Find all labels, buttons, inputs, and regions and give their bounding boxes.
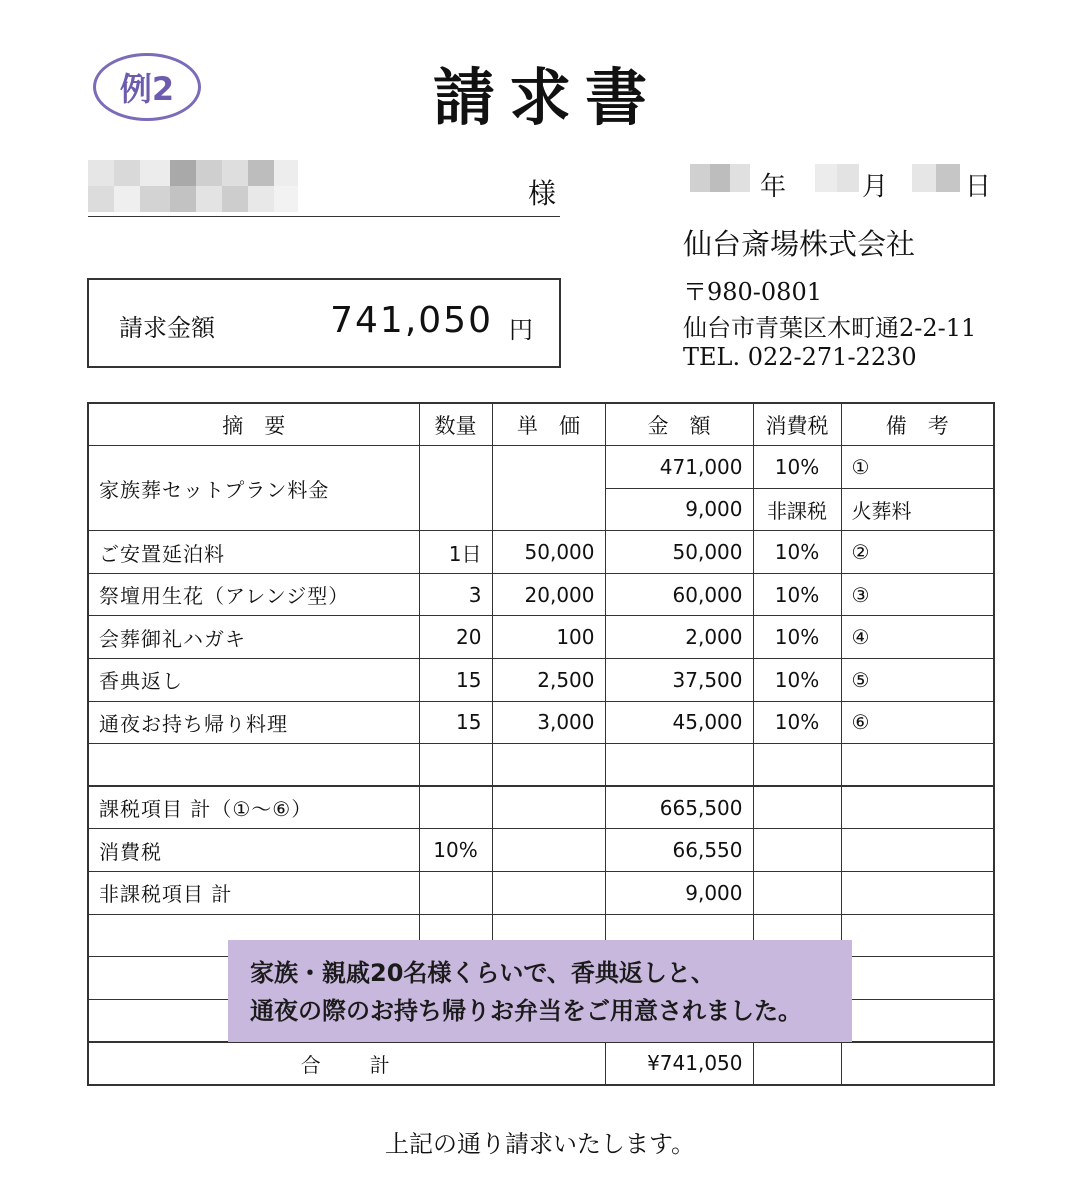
company-postal: 〒980-0801 (683, 278, 822, 306)
row-note: ⑤ (841, 659, 994, 702)
plan-unit-price (492, 446, 605, 531)
row-unit-price: 3,000 (492, 701, 605, 744)
row-amount: 37,500 (605, 659, 753, 702)
plan-note-2: 火葬料 (841, 488, 994, 531)
row-description: 香典返し (88, 659, 419, 702)
year-label: 年 (760, 172, 787, 202)
grand-total-label: 合 計 (88, 1042, 605, 1085)
empty-row (88, 744, 994, 787)
table-row (88, 659, 994, 702)
empty-cell (492, 744, 605, 787)
row-tax: 10% (753, 573, 841, 616)
empty-cell (841, 829, 994, 872)
table-row (88, 701, 994, 744)
document-title: 請求書 (432, 61, 661, 134)
note-overlay: 家族・親戚20名様くらいで、香典返しと、通夜の際のお持ち帰りお弁当をご用意されました。 (228, 940, 852, 1042)
empty-cell (841, 999, 994, 1042)
plan-tax-1: 10% (753, 446, 841, 489)
redacted-recipient-name (88, 160, 298, 212)
plan-note-1: ① (841, 446, 994, 489)
empty-cell (841, 786, 994, 829)
row-qty: 1日 (419, 531, 492, 574)
row-tax: 10% (753, 616, 841, 659)
row-qty: 3 (419, 573, 492, 616)
empty-cell (419, 744, 492, 787)
redacted-year (690, 164, 750, 192)
billing-total-amount: 741,050 (330, 300, 493, 341)
plan-qty (419, 446, 492, 531)
summary-qty (419, 786, 492, 829)
summary-amount: 665,500 (605, 786, 753, 829)
row-qty: 15 (419, 659, 492, 702)
empty-cell (605, 744, 753, 787)
billing-total-label: 請求金額 (119, 314, 215, 342)
summary-amount: 9,000 (605, 872, 753, 915)
table-row (88, 446, 994, 489)
grand-total-amount: ¥741,050 (605, 1042, 753, 1085)
row-note: ⑥ (841, 701, 994, 744)
row-amount: 50,000 (605, 531, 753, 574)
footer-text: 上記の通り請求いたします。 (384, 1130, 696, 1158)
table-row (88, 531, 994, 574)
row-unit-price: 2,500 (492, 659, 605, 702)
header-description: 摘 要 (88, 403, 419, 446)
header-notes: 備 考 (841, 403, 994, 446)
redacted-month (815, 164, 859, 192)
empty-cell (841, 1042, 994, 1085)
header-tax: 消費税 (753, 403, 841, 446)
redacted-day (912, 164, 960, 192)
empty-cell (753, 829, 841, 872)
row-amount: 45,000 (605, 701, 753, 744)
table-header-row (88, 403, 994, 446)
empty-cell (841, 957, 994, 1000)
row-amount: 60,000 (605, 573, 753, 616)
row-qty: 15 (419, 701, 492, 744)
empty-cell (841, 914, 994, 957)
row-unit-price: 20,000 (492, 573, 605, 616)
grand-total-row (88, 1042, 994, 1085)
summary-description: 消費税 (88, 829, 419, 872)
recipient-underline (88, 216, 560, 217)
plan-amount-2: 9,000 (605, 488, 753, 531)
company-address: 仙台市青葉区木町通2-2-11 (683, 314, 977, 342)
empty-cell (492, 829, 605, 872)
example-badge: 例2 (93, 53, 201, 121)
empty-cell (841, 872, 994, 915)
row-amount: 2,000 (605, 616, 753, 659)
empty-cell (753, 744, 841, 787)
billing-total-unit: 円 (509, 316, 533, 344)
company-name: 仙台斎場株式会社 (683, 227, 916, 261)
empty-cell (753, 1042, 841, 1085)
summary-qty: 10% (419, 829, 492, 872)
header-amount: 金 額 (605, 403, 753, 446)
table-row (88, 616, 994, 659)
summary-row (88, 829, 994, 872)
header-quantity: 数量 (419, 403, 492, 446)
row-tax: 10% (753, 531, 841, 574)
month-label: 月 (862, 172, 889, 202)
row-description: ご安置延泊料 (88, 531, 419, 574)
recipient-suffix: 様 (528, 177, 557, 210)
company-tel: TEL. 022-271-2230 (683, 343, 917, 371)
summary-amount: 66,550 (605, 829, 753, 872)
summary-description: 非課税項目 計 (88, 872, 419, 915)
day-label: 日 (965, 172, 992, 202)
billing-total-box (87, 278, 561, 368)
plan-tax-2: 非課税 (753, 488, 841, 531)
empty-cell (753, 786, 841, 829)
row-description: 通夜お持ち帰り料理 (88, 701, 419, 744)
empty-cell (492, 872, 605, 915)
summary-row (88, 786, 994, 829)
row-description: 祭壇用生花（アレンジ型） (88, 573, 419, 616)
row-unit-price: 100 (492, 616, 605, 659)
summary-description: 課税項目 計（①～⑥） (88, 786, 419, 829)
row-note: ④ (841, 616, 994, 659)
row-qty: 20 (419, 616, 492, 659)
empty-cell (841, 744, 994, 787)
empty-cell (88, 744, 419, 787)
row-tax: 10% (753, 701, 841, 744)
table-row (88, 573, 994, 616)
plan-description: 家族葬セットプラン料金 (88, 446, 419, 531)
row-unit-price: 50,000 (492, 531, 605, 574)
plan-amount-1: 471,000 (605, 446, 753, 489)
row-note: ② (841, 531, 994, 574)
header-unit-price: 単 価 (492, 403, 605, 446)
row-tax: 10% (753, 659, 841, 702)
row-description: 会葬御礼ハガキ (88, 616, 419, 659)
summary-qty (419, 872, 492, 915)
summary-row (88, 872, 994, 915)
empty-cell (492, 786, 605, 829)
row-note: ③ (841, 573, 994, 616)
empty-cell (753, 872, 841, 915)
